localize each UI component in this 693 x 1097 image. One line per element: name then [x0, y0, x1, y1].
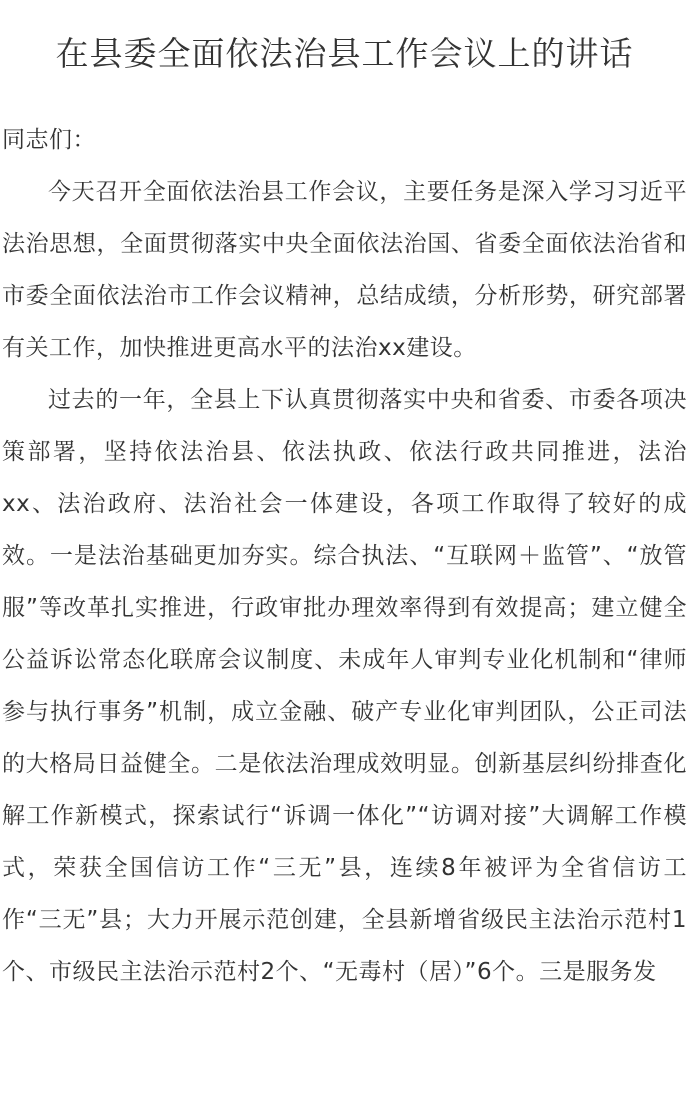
paragraph-1: 今天召开全面依法治县工作会议，主要任务是深入学习习近平法治思想，全面贯彻落实中央全面依法治国、省委全面依法治省和市委全面依法治市工作会议精神，总结成绩，分析形势，研究部署有关工作，加快推进更高水平的法治xx建设。 — [2, 179, 687, 361]
paragraph-2: 过去的一年，全县上下认真贯彻落实中央和省委、市委各项决策部署，坚持依法治县、依法执政、依法行政共同推进，法治xx、法治政府、法治社会一体建设，各项工作取得了较好的成效。一是法治基础更加夯实。综合执法、“互联网＋监管”、“放管服”等改革扎实推进，行政审批办理效率得到有效提高；建立健全公益诉讼常态化联席会议制度、未成年人审判专业化机制和“律师参与执行事务”机制，成立金融、破产专业化审判团队，公正司法的大格局日益健全。二是依法治理成效明显。创新基层纠纷排查化解工作新模式，探索试行“诉调一体化”“访调对接”大调解工作模式，荣获全国信访工作“三无”县，连续8年被评为全省信访工作“三无”县；大力开展示范创建，全县新增省级民主法治示范村1个、市级民主法治示范村2个、“无毒村（居）”6个。三是服务发 — [2, 387, 687, 985]
document-title: 在县委全面依法治县工作会议上的讲话 — [55, 34, 634, 73]
salutation: 同志们： — [2, 127, 96, 153]
